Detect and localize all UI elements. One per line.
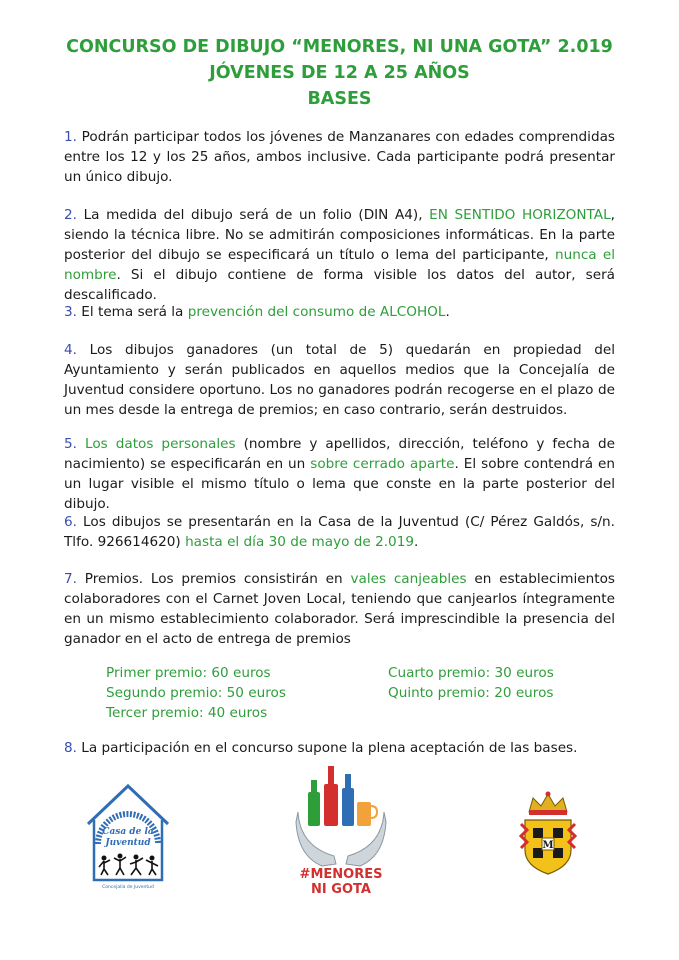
- logo-footer: Concejalía de Juventud: [102, 885, 154, 890]
- rule-text: .: [445, 304, 450, 320]
- rule-text: (nombre y apellidos, dirección, teléfono y fecha de nacimiento) se especificarán en un: [64, 436, 615, 472]
- rule-number: 2.: [64, 207, 77, 223]
- rule-1: [64, 127, 615, 187]
- figures-icon: [99, 854, 158, 876]
- rule-5: [64, 434, 615, 514]
- rule-highlight: sobre cerrado aparte: [310, 456, 455, 472]
- bottles-icon: [308, 766, 377, 826]
- logo-name: Casa de la: [102, 827, 154, 837]
- rule-text: . Si el dibujo contiene de forma visible los datos del autor, será descalificado.: [64, 267, 615, 303]
- rule-text: El tema será la: [76, 304, 188, 320]
- prize-item: Segundo premio: 50 euros: [106, 685, 286, 701]
- section-heading: BASES: [307, 89, 372, 109]
- prize-item: Cuarto premio: 30 euros: [388, 665, 554, 681]
- rule-text: La participación en el concurso supone la plena aceptación de las bases.: [76, 740, 578, 756]
- rule-number: 7.: [64, 571, 77, 587]
- rule-text: .: [414, 534, 419, 550]
- svg-text:M: M: [542, 840, 554, 851]
- rule-text: Los dibujos se presentarán en la Casa de la Juventud (C/ Pérez Galdós, s/n. Tlfo. 926614620): [64, 514, 615, 550]
- rule-number: 6.: [64, 514, 77, 530]
- rule-text: . El sobre contendrá en un lugar visible el mismo título o lema que conste en la parte posterior del dibujo.: [64, 456, 615, 512]
- rule-2: [64, 205, 615, 305]
- rule-number: 4.: [64, 342, 77, 358]
- rule-highlight: Los datos personales: [76, 436, 236, 452]
- page-title: CONCURSO DE DIBUJO “MENORES, NI UNA GOTA” 2.019: [66, 37, 613, 57]
- rule-number: 8.: [64, 740, 77, 756]
- prize-item: Quinto premio: 20 euros: [388, 685, 554, 701]
- casa-juventud-logo: [82, 778, 174, 890]
- rule-text: en establecimientos colaboradores con el Carnet Joven Local, teniendo que canjearlos íntegramente en un mismo establecimiento colaborador. Será imprescindible la presencia del ganador en el acto de entrega de premios: [64, 571, 615, 647]
- prize-item: Tercer premio: 40 euros: [106, 705, 268, 721]
- rule-highlight: hasta el día 30 de mayo de 2.019: [185, 534, 415, 550]
- rule-text: La medida del dibujo será de un folio (DIN A4),: [76, 207, 430, 223]
- crown-icon: [529, 792, 567, 816]
- rule-8: [64, 738, 615, 758]
- rule-text: Premios. Los premios consistirán en: [76, 571, 351, 587]
- rule-text: Podrán participar todos los jóvenes de Manzanares con edades comprendidas entre los 12 y los 25 años, ambos inclusive. Cada participante podrá presentar un único dibujo.: [64, 129, 615, 185]
- rule-highlight: prevención del consumo de ALCOHOL: [187, 304, 446, 320]
- house-roof: [88, 786, 168, 824]
- rule-highlight: EN SENTIDO HORIZONTAL: [429, 207, 611, 223]
- rule-6: [64, 512, 615, 552]
- logo-name-2: Juventud: [105, 838, 151, 848]
- rule-number: 5.: [64, 436, 77, 452]
- page-subtitle: JÓVENES DE 12 A 25 AÑOS: [209, 63, 470, 83]
- rule-text: Los dibujos ganadores (un total de 5) quedarán en propiedad del Ayuntamiento y serán publicados en aquellos medios que la Concejalía de Juventud considere oportuno. Los no ganadores podrán recogerse en el plazo de un mes desde la entrega de premios; en caso contrario, serán destruidos.: [64, 342, 615, 418]
- rule-highlight: vales canjeables: [350, 571, 467, 587]
- rule-4: [64, 340, 615, 420]
- shield-icon: [521, 820, 575, 874]
- prize-list-left: [106, 663, 286, 723]
- logo-tagline: NI GOTA: [311, 882, 371, 896]
- prize-list-right: [388, 663, 554, 703]
- logo-hashtag: #MENORES: [299, 867, 383, 882]
- menores-ni-gota-logo: [294, 760, 388, 896]
- rule-7: [64, 569, 615, 649]
- rule-3: [64, 302, 615, 322]
- rule-number: 3.: [64, 304, 77, 320]
- prize-item: Primer premio: 60 euros: [106, 665, 271, 681]
- rule-highlight: nunca el nombre: [64, 247, 615, 283]
- rule-number: 1.: [64, 129, 77, 145]
- rule-text: , siendo la técnica libre. No se admitirán composiciones informáticas. En la parte posterior del dibujo se especificará un título o lema del participante,: [64, 207, 615, 263]
- coat-of-arms-logo: [515, 790, 581, 880]
